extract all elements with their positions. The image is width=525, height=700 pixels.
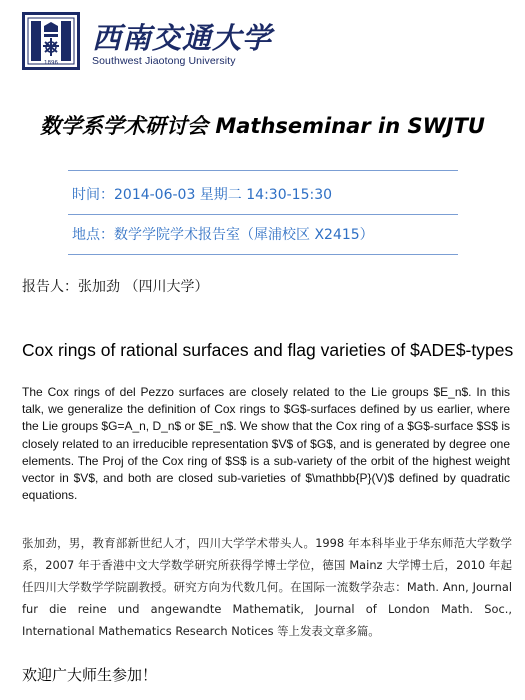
talk-title: Cox rings of rational surfaces and flag varieties of $ADE$-types xyxy=(22,340,514,360)
reporter-line: 报告人：张加劲 （四川大学） xyxy=(22,279,209,295)
university-header xyxy=(22,12,322,72)
seminar-time: 时间：2014-06-03 星期二 14:30-15:30 xyxy=(72,187,333,203)
logo-year: 1896 xyxy=(44,60,58,66)
speaker-bio: 张加劲，男，教育部新世纪人才，四川大学学术带头人。1998 年本科毕业于华东师范大学数学系，2007 年于香港中文大学数学研究所获得学博士学位，德国 Mainz 大学博士后，2010 年起任四川大学数学学院副教授。研究方向为代数几何。在国际一流数学杂志：Math. Ann, Journal fur die reine und angewandte Mathematik, Journal of London Math. Soc., International Mathematics Research Notices 等上发表文章多篇。 xyxy=(22,536,512,638)
divider-line xyxy=(68,214,458,215)
university-name-cn: 西南交通大学 xyxy=(92,21,273,55)
university-seal-icon xyxy=(22,12,80,70)
welcome-note: 欢迎广大师生参加！ xyxy=(22,666,158,684)
seminar-title: 数学系学术研讨会 Mathseminar in SWJTU xyxy=(40,114,485,138)
divider-line xyxy=(68,254,458,255)
divider-line xyxy=(68,170,458,171)
university-name-en: Southwest Jiaotong University xyxy=(92,55,236,67)
seminar-place: 地点：数学学院学术报告室（犀浦校区 X2415） xyxy=(72,227,374,243)
talk-abstract: The Cox rings of del Pezzo surfaces are closely related to the Lie groups $E_n$. In this talk, we generalize the definition of Cox rings to $G$-surfaces defined by us earlier, where the Lie groups $G=A_n, D_n$ or $E_n$. We show that the Cox ring of a $G$-surface $S$ is closely related to an irreducible representation $V$ of $G$, and is generated by degree one elements. The Proj of the Cox ring of $S$ is a sub-variety of the orbit of the highest weight vector in $V$, and both are closed sub-varieties of $\mathbb{P}(V)$ defined by quadratic equations. xyxy=(22,385,510,503)
